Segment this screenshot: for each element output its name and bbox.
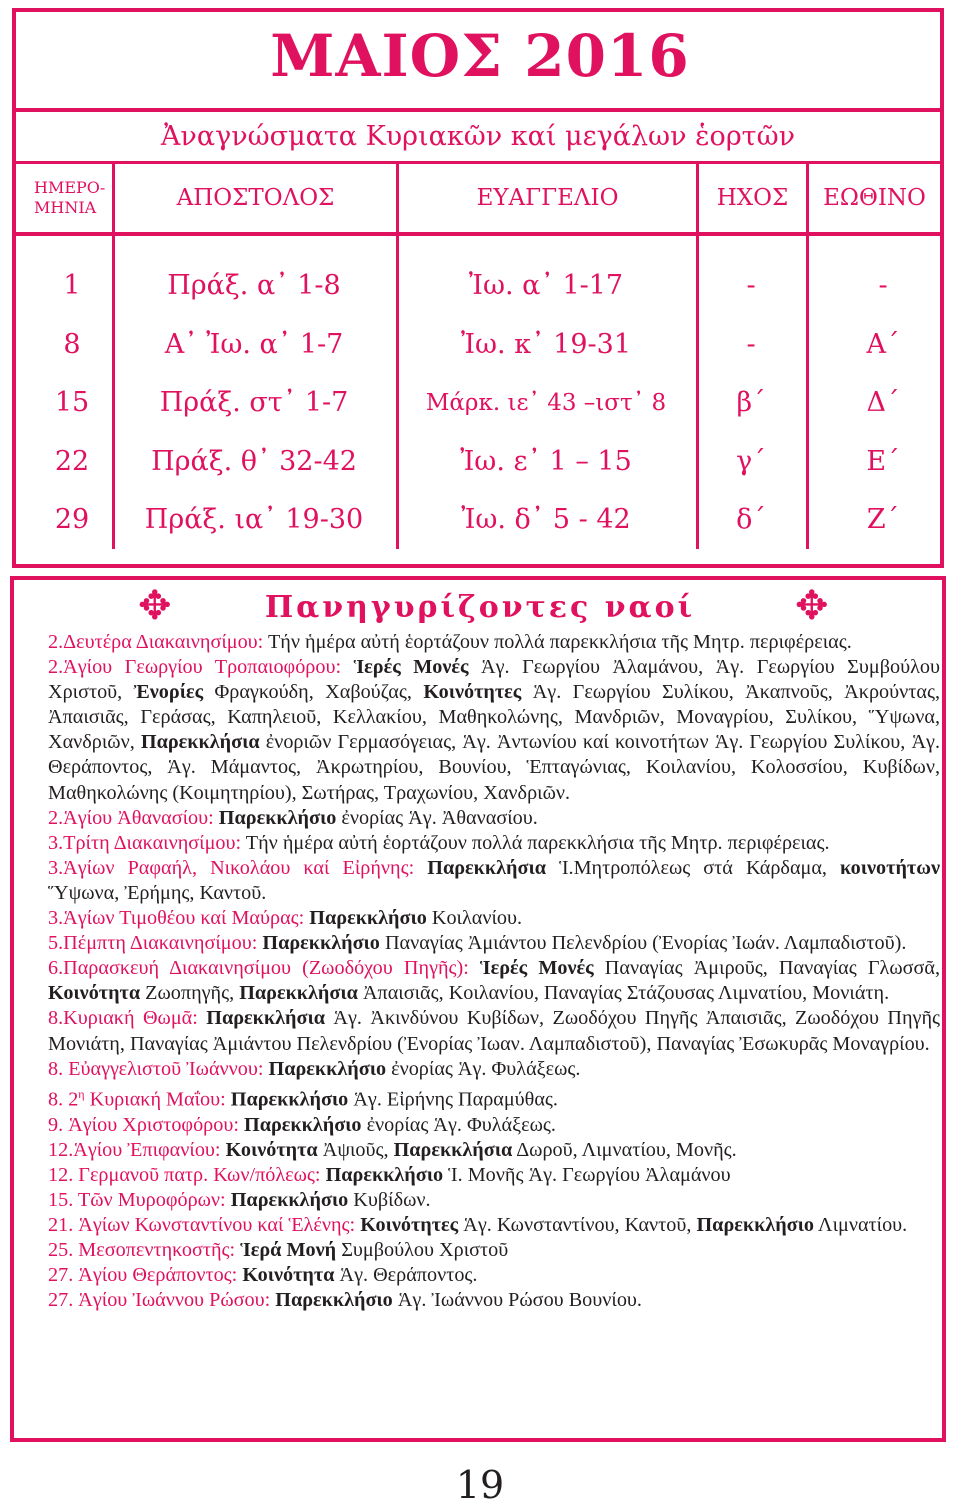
feast-text: Ἀψιοῦς, (317, 1138, 394, 1161)
feast-text: Παρεκκλήσιο (244, 1113, 362, 1136)
cell-date: 1 (63, 270, 81, 301)
feast-text: Ζωοπηγῆς, (140, 982, 240, 1005)
feast-text: ἐνοριῶν Γερμασόγειας, Ἁγ. Ἀντωνίου καί κοινοτήτων Ἁγ. Γεωργίου Συλίκου, Ἁγ. Θεράποντος, Ἁγ. Μάμαντος, Ἀκρωτηρίου, Βουνίου, Ἑπταγώνιας, Κοιλανίου, Κολοσσίου, Κυβίδων, Μαθηκολώνης (Κοιμητηρίου), Σωτήρας, Τραχωνίου, Χανδριῶν. (48, 731, 940, 804)
feast-text: Παναγίας Ἀμιροῦς, Παναγίας Γλωσσᾶ, (593, 957, 940, 980)
cell-gospel: Ἰω. ε᾿ 1 – 15 (460, 445, 632, 477)
feast-text: Ἁγ. Γεωργίου Συλίκου, Ἀκαπνοῦς, Ἀκρούντας, Ἀπαισιᾶς, Γεράσας, Καπηλειοῦ, Κελλακίου, Μαθηκολώνης, Μανδριῶν, Μοναγρίου, Συλίκου, Ὕψωνα, Χανδριῶν, (48, 681, 940, 754)
feast-text: 27. Ἁγίου Θεράποντος: (48, 1264, 243, 1287)
table-row (16, 504, 940, 562)
ornament-left-icon: ✥ (138, 583, 172, 629)
feast-text: Ἀπαισιᾶς, Κοιλανίου, Παναγίας Στάζουσας Λιμνατίου, Μονιάτη. (357, 982, 890, 1005)
feast-text: Παρεκκλήσιο (696, 1213, 814, 1236)
feast-text: Παρεκκλήσιο (230, 1088, 349, 1111)
feast-text: 8. 2 (48, 1088, 79, 1111)
feast-text: ἐνορίας Ἁγ. Ἀθανασίου. (336, 806, 538, 829)
column-header-tone: ΗΧΟΣ (696, 164, 806, 232)
table-row (16, 387, 940, 445)
list-item (48, 906, 940, 931)
table-row (16, 446, 940, 504)
cell-gospel: Ἰω. α᾿ 1-17 (468, 270, 624, 301)
feast-text: Κοιλανίου. (426, 907, 523, 930)
column-header-gospel: ΕΥΑΓΓΕΛΙΟ (396, 164, 696, 232)
feast-text: Ἁγ. Θεράποντος. (334, 1264, 478, 1287)
cell-gospel: Μάρκ. ιε᾿ 43 –ιστ᾿ 8 (425, 390, 667, 416)
feast-text: Παρεκκλήσιο (262, 932, 380, 955)
feast-text: Ἱερά Μονή (240, 1238, 337, 1261)
feast-text: Παρεκκλήσιο (230, 1188, 349, 1211)
feast-text: 21. Ἁγίων Κωνσταντίνου καί Ἑλένης: (48, 1213, 361, 1236)
column-header-apostle: ΑΠΟΣΤΟΛΟΣ (112, 164, 396, 232)
cell-eothino: Δ΄ (866, 387, 900, 418)
cell-date: 29 (54, 504, 90, 535)
list-item (48, 1213, 940, 1238)
list-item (48, 1057, 940, 1082)
feast-text: Παρεκκλήσιο (268, 1057, 387, 1080)
feast-text: Ἱ. Μονῆς Ἁγ. Γεωργίου Ἀλαμάνου (443, 1163, 731, 1186)
list-item (48, 1163, 940, 1188)
feast-text: κοινοτήτων (840, 856, 940, 879)
feast-text: 3.Ἁγίων Τιμοθέου καί Μαύρας: (48, 907, 310, 930)
feast-text: Τήν ἡμέρα αὐτή ἑορτάζουν πολλά παρεκκλήσια τῆς Μητρ. περιφέρειας. (245, 831, 830, 854)
column-header-date (16, 164, 112, 232)
feast-text: ἐνορίας Ἁγ. Φυλάξεως. (386, 1057, 581, 1080)
feast-text: 3.Τρίτη Διακαινησίμου: (48, 831, 246, 854)
feast-text: 2.Ἁγίου Ἀθανασίου: (48, 806, 219, 829)
cell-apostle: Πράξ. ια᾿ 19-30 (144, 504, 364, 535)
feast-text: Ἁγ. Ἰωάννου Ρώσου Βουνίου. (392, 1289, 642, 1312)
list-item (48, 1113, 940, 1138)
feast-text: Παρεκκλήσιο (309, 907, 427, 930)
feast-text: Ἱερές Μονές (353, 656, 469, 679)
feast-text: 6.Παρασκευή Διακαινησίμου (Ζωοδόχου Πηγῆς): (48, 957, 481, 980)
feast-text: Κυβίδων. (348, 1188, 431, 1211)
feast-text: Παρεκκλήσιο (275, 1289, 393, 1312)
feast-text: Κοινότητα (242, 1264, 335, 1287)
feast-text: Παρεκκλήσια (239, 982, 358, 1005)
list-item (48, 1288, 940, 1313)
feast-text: Συμβούλου Χριστοῦ (336, 1238, 509, 1261)
cell-date: 22 (54, 445, 90, 477)
column-header-date-line1: ΗΜΕΡΟ- (34, 178, 106, 197)
feast-text: 27. Ἁγίου Ἰωάννου Ρώσου: (48, 1289, 276, 1312)
cell-tone: δ΄ (736, 504, 766, 535)
cell-date: 15 (54, 387, 90, 418)
feast-text: Ἁγ. Ἀκινδύνου Κυβίδων, Ζωοδόχου Πηγῆς Ἀπαισιᾶς, Ζωοδόχου Πηγῆς Μονιάτη, Παναγίας Ἀμιάντου Πελενδρίου (Ἐνορίας Ἰωαν. Λαμπαδιστοῦ), Παναγίας Ἐσωκυρᾶς Μοναγρίου. (48, 1007, 940, 1055)
feast-text: Ἐνορίες (133, 681, 204, 704)
feast-text: Φραγκούδη, Χαβούζας, (203, 681, 424, 704)
feast-text: 8. Εὐαγγελιστοῦ Ἰωάννου: (48, 1057, 269, 1080)
cell-tone: - (746, 270, 756, 301)
feast-text: Ἁγ. Κωνσταντίνου, Καντοῦ, (458, 1213, 697, 1236)
cell-eothino: Ζ΄ (866, 504, 900, 535)
cell-tone: β΄ (736, 387, 766, 418)
list-item (48, 806, 940, 831)
list-item (48, 630, 940, 655)
feast-text: Τήν ἡμέρα αὐτή ἑορτάζουν πολλά παρεκκλήσια τῆς Μητρ. περιφέρειας. (267, 631, 852, 653)
list-item (48, 1138, 940, 1163)
feast-text: Ἱ.Μητροπόλεως στά Κάρδαμα, (545, 856, 841, 879)
feast-text: Κοινότητες (423, 681, 522, 704)
feast-text: Ἁγ. Εἰρήνης Παραμύθας. (348, 1088, 558, 1111)
list-item (48, 655, 940, 806)
feast-text: Παρεκκλήσιο (325, 1163, 444, 1186)
cell-eothino: Α΄ (866, 328, 900, 360)
ornament-right-icon: ✥ (795, 583, 829, 629)
feast-text: Παρεκκλήσια (427, 856, 546, 879)
feast-text: Παρεκκλήσια (393, 1138, 513, 1161)
feast-text: Κυριακή Μαΐου: (84, 1088, 231, 1111)
cell-apostle: Πράξ. στ᾿ 1-7 (159, 387, 349, 418)
feast-text: η (78, 1086, 85, 1101)
column-header-date-line2: ΜΗΝΙΑ (34, 198, 97, 217)
feast-text: 3.Ἁγίων Ραφαήλ, Νικολάου καί Εἰρήνης: (48, 856, 428, 879)
feast-text: Δωροῦ, Λιμνατίου, Μονῆς. (512, 1138, 737, 1161)
list-item (48, 931, 940, 956)
feast-text: Ἱερές Μονές (480, 957, 594, 980)
list-item (48, 1082, 940, 1113)
feast-text: 12.Ἁγίου Ἐπιφανίου: (48, 1138, 226, 1161)
feast-text: Παρεκκλήσιο (218, 806, 337, 829)
cell-eothino: - (878, 270, 888, 301)
feast-text: Κοινότητα (225, 1138, 318, 1161)
feast-text: 9. Ἁγίου Χριστοφόρου: (48, 1113, 244, 1136)
column-header-eothino: ΕΩΘΙΝΟ (806, 164, 940, 232)
feast-text: Ἁγ. Γεωργίου Ἀλαμάνου, Ἁγ. Γεωργίου Συμβούλου Χριστοῦ, (48, 656, 940, 704)
feast-text: 8.Κυριακή Θωμᾶ: (48, 1007, 207, 1030)
cell-apostle: Πράξ. θ᾿ 32-42 (151, 445, 357, 477)
feast-text: Παναγίας Ἀμιάντου Πελενδρίου (Ἐνορίας Ἰωάν. Λαμπαδιστοῦ). (379, 932, 907, 955)
feast-text: 5.Πέμπτη Διακαινησίμου: (48, 932, 263, 955)
table-row (16, 270, 940, 328)
list-item (48, 956, 940, 1006)
feast-text: Κοινότητες (360, 1213, 459, 1236)
list-item (48, 831, 940, 856)
feast-text: 2.Ἁγίου Γεωργίου Τροπαιοφόρου: (48, 656, 354, 679)
list-item (48, 1263, 940, 1288)
feast-text: Λιμνατίου. (814, 1213, 908, 1236)
cell-apostle: Α᾿ Ἰω. α᾿ 1-7 (164, 328, 344, 360)
list-item (48, 856, 940, 906)
page-number: 19 (455, 1463, 505, 1507)
readings-column-headers (16, 164, 940, 236)
feast-text: 15. Τῶν Μυροφόρων: (48, 1188, 231, 1211)
feasts-heading: Πανηγυρίζοντες ναοί (264, 590, 696, 625)
page-title: ΜΑΙΟΣ 2016 (270, 22, 690, 90)
feast-text: 25. Μεσοπεντηκοστῆς: (48, 1238, 241, 1261)
table-row (16, 329, 940, 387)
feast-text: ἐνορίας Ἁγ. Φυλάξεως. (361, 1113, 556, 1136)
list-item (48, 1188, 940, 1213)
cell-gospel: Ἰω. δ᾿ 5 - 42 (461, 504, 631, 535)
feast-text: Κοινότητα (48, 982, 141, 1005)
feasts-list (48, 630, 940, 1313)
cell-apostle: Πράξ. α᾿ 1-8 (167, 270, 341, 301)
list-item (48, 1006, 940, 1056)
feast-text: Ὕψωνα, Ἐρήμης, Καντοῦ. (48, 881, 267, 904)
feast-text: 2.Δευτέρα Διακαινησίμου: (48, 631, 268, 653)
cell-date: 8 (63, 328, 81, 360)
cell-eothino: Ε΄ (866, 445, 900, 477)
feast-text: 12. Γερμανοῦ πατρ. Κων/πόλεως: (48, 1163, 326, 1186)
readings-heading: Ἀναγνώσματα Κυριακῶν καί μεγάλων ἑορτῶν (16, 108, 940, 164)
feast-text: Παρεκκλήσια (206, 1007, 325, 1030)
cell-tone: γ΄ (736, 445, 766, 477)
cell-tone: - (746, 328, 756, 360)
cell-gospel: Ἰω. κ᾿ 19-31 (460, 328, 632, 360)
list-item (48, 1238, 940, 1263)
feast-text: Παρεκκλήσια (140, 731, 260, 754)
